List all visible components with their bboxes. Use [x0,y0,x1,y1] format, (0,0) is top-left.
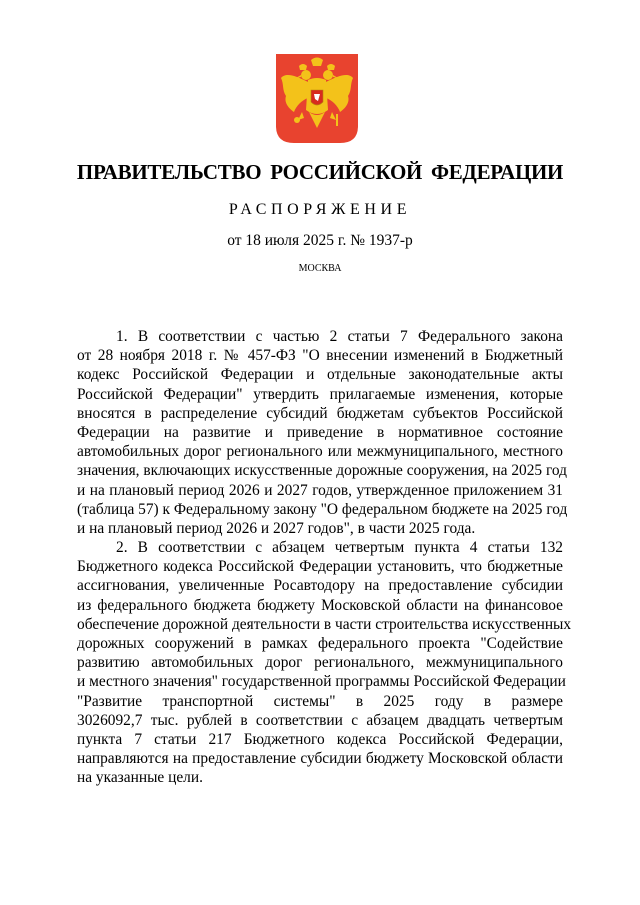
text-line: Бюджетного кодекса Российской Федерации установить, что бюджетные [77,558,563,576]
text-line: дорожных сооружений в рамках федерального проекта "Содействие [77,635,563,652]
paragraph-1 [77,327,568,538]
text-line: и на плановый период 2026 и 2027 годов", в части 2025 года. [77,519,476,537]
text-line: вносятся в распределение субсидий бюджетам субъектов Российской [77,404,563,422]
text-line: из федерального бюджета бюджету Московской области на финансовое [77,596,563,614]
text-line: Российской Федерации" утвердить прилагаемые изменения, которые [77,385,563,403]
text-line: "Развитие транспортной системы" в 2025 году в размере [77,692,563,710]
text-line: обеспечение дорожной деятельности в части строительства искусственных [77,615,572,633]
text-line: 2. В соответствии с абзацем четвертым пункта 4 статьи 132 [116,539,563,557]
text-line: значения, включающих искусственные дорожные сооружения, на 2025 год [77,462,567,480]
text-line: пункта 7 статьи 217 Бюджетного кодекса Российской Федерации, [77,730,563,748]
document-type: РАСПОРЯЖЕНИЕ [228,201,412,218]
text-line: автомобильных дорог регионального или межмуниципального, местного [77,443,563,461]
text-line: (таблица 57) к Федеральному закону "О федеральном бюджете на 2025 год [77,500,568,518]
document-date-number: от 18 июля 2025 г. № 1937-р [227,232,413,249]
text-line: направляются на предоставление субсидии бюджету Московской области [77,750,563,768]
text-line: ассигнования, увеличенные Росавтодору на предоставление субсидии [77,577,563,595]
coat-of-arms-icon [276,54,358,143]
document-issuer-title: ПРАВИТЕЛЬСТВО РОССИЙСКОЙ ФЕДЕРАЦИИ [76,160,564,184]
text-line: развитию автомобильных дорог регионального, межмуниципального [77,654,563,672]
text-line: 3026092,7 тыс. рублей в соответствии с абзацем двадцать четвертым [77,711,563,729]
text-line: 1. В соответствии с частью 2 статьи 7 Федерального закона [116,328,563,345]
text-line: кодекс Российской Федерации и отдельные законодательные акты [77,366,563,384]
text-line: и на плановый период 2026 и 2027 годов, утвержденное приложением 31 [77,481,563,499]
document-city: МОСКВА [298,263,342,274]
document-body [77,327,572,788]
text-line: на указанные цели. [77,769,203,787]
text-line: Федерации на развитие и приведение в нормативное состояние [77,423,563,441]
text-line: от 28 ноября 2018 г. № 457-ФЗ "О внесении изменений в Бюджетный [77,347,563,365]
text-line: и местного значения" государственной программы Российской Федерации [77,673,566,691]
paragraph-2 [77,538,572,787]
